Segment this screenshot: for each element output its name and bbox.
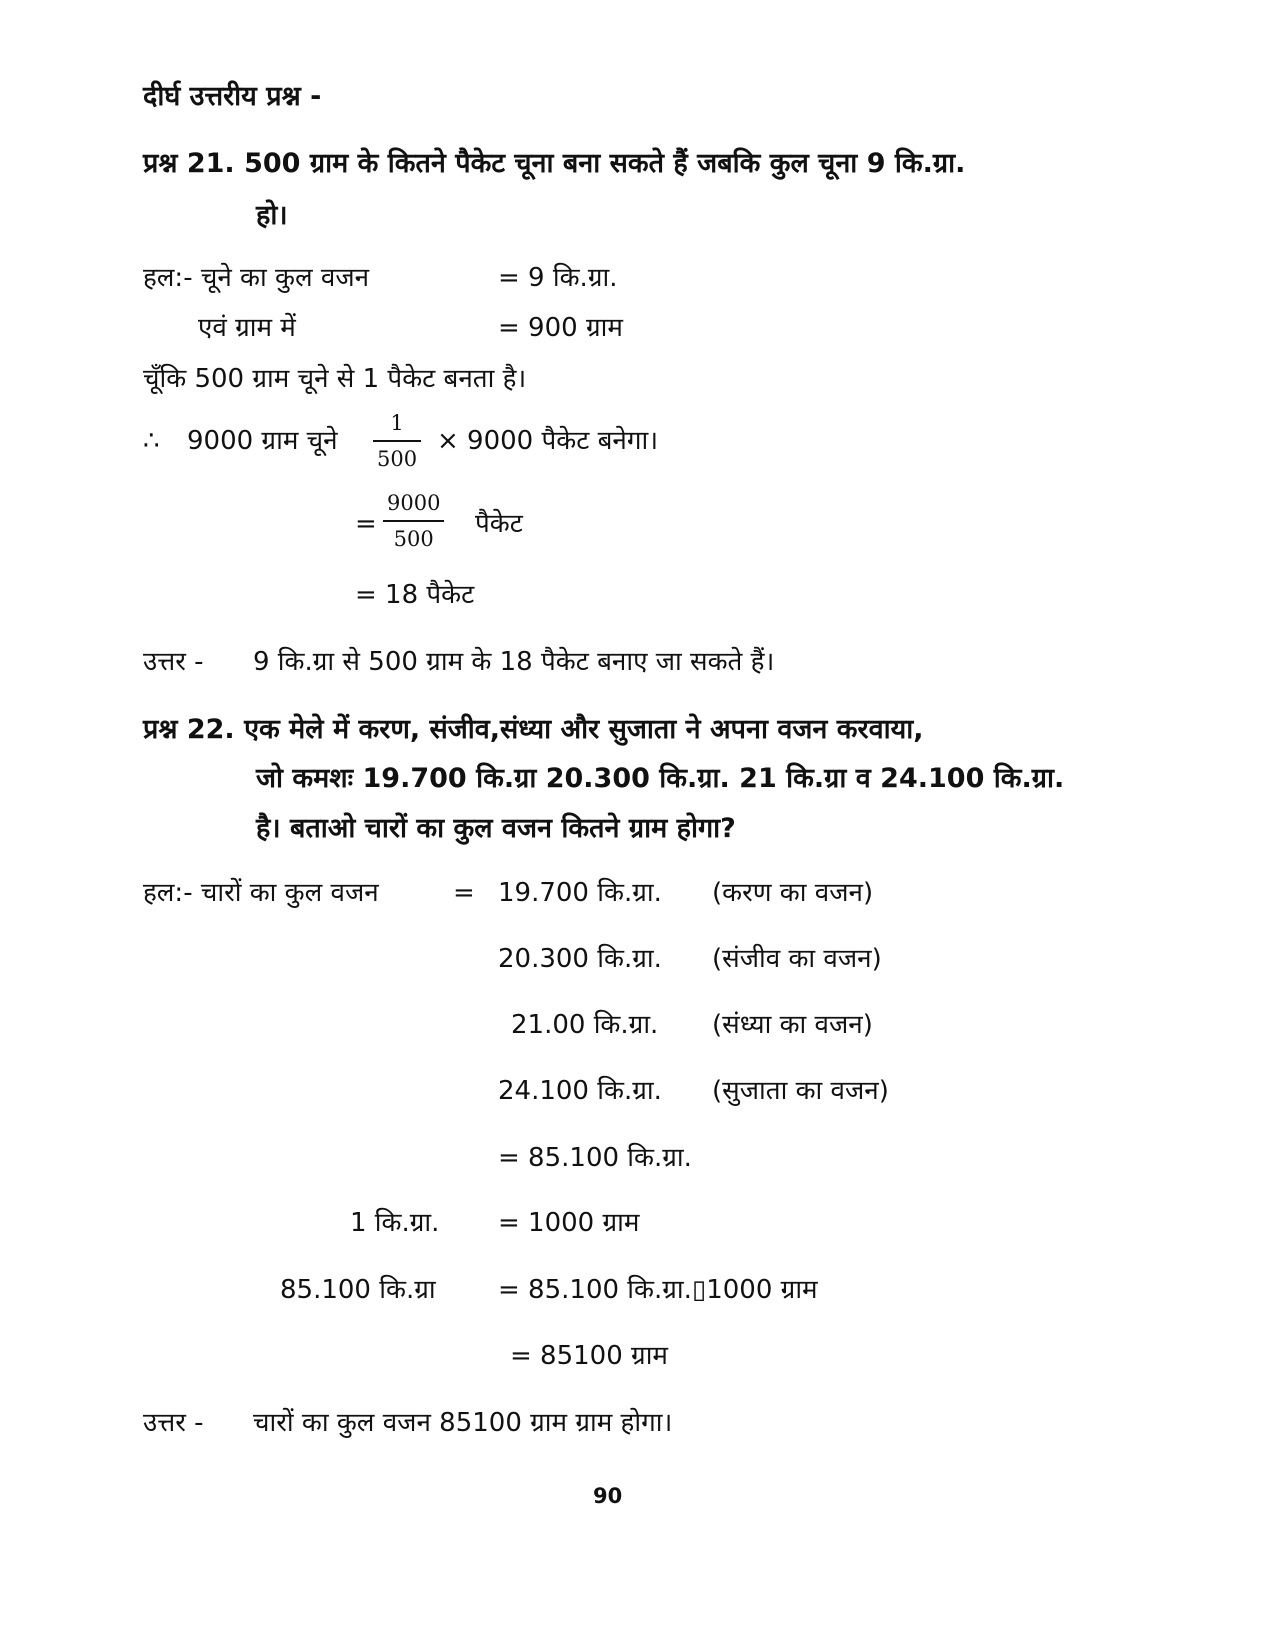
q21-eq2-sign: = <box>355 509 377 539</box>
weight-note-row-3: (संध्या का वजन) <box>712 1010 873 1040</box>
fraction-denominator: 500 <box>377 447 418 471</box>
fraction-9000-over-500 <box>383 491 444 551</box>
fraction-denominator: 500 <box>393 527 434 551</box>
fraction-numerator: 9000 <box>387 491 441 515</box>
weight-note-row-4: (सुजाता का वजन) <box>712 1076 889 1106</box>
q21-solution-value-2: = 900 ग्राम <box>498 313 623 343</box>
q21-since-line: चूँकि 500 ग्राम चूने से 1 पैकेट बनता है। <box>143 364 527 394</box>
q21-question-line2: हो। <box>256 200 288 231</box>
q22-conversion-3-value: = 85100 ग्राम <box>510 1341 668 1371</box>
q22-question-line3: है। बताओ चारों का कुल वजन कितने ग्राम होगा? <box>256 813 736 844</box>
page-number: 90 <box>593 1484 623 1508</box>
q21-answer-label: उत्तर - <box>143 647 204 677</box>
q22-question-line1: प्रश्न 22. एक मेले में करण, संजीव,संध्या और सुजाता ने अपना वजन करवाया, <box>143 714 924 745</box>
q21-solution-label-2: एवं ग्राम में <box>198 313 296 343</box>
weight-value-row-3: 21.00 कि.ग्रा. <box>511 1010 659 1040</box>
q22-question-line2: जो कमशः 19.700 कि.ग्रा 20.300 कि.ग्रा. 21 कि.ग्रा व 24.100 कि.ग्रा. <box>256 763 1065 794</box>
q22-solution-label: हल:- चारों का कुल वजन <box>143 878 379 908</box>
q22-total: = 85.100 कि.ग्रा. <box>498 1143 692 1173</box>
fraction-1-over-500 <box>373 411 421 471</box>
q22-answer-text: चारों का कुल वजन 85100 ग्राम ग्राम होगा। <box>253 1408 673 1438</box>
q21-therefore-text: 9000 ग्राम चूने <box>187 426 338 456</box>
q22-conversion-1-value: = 1000 ग्राम <box>498 1208 640 1238</box>
q21-answer-text: 9 कि.ग्रा से 500 ग्राम के 18 पैकेट बनाए जा सकते हैं। <box>253 647 775 677</box>
q22-answer-label: उत्तर - <box>143 1408 204 1438</box>
q21-therefore-tail: × 9000 पैकेट बनेगा। <box>437 426 659 456</box>
weight-note-row-1: (करण का वजन) <box>712 878 874 908</box>
weight-value-row-2: 20.300 कि.ग्रा. <box>498 944 662 974</box>
q22-conversion-2-label: 85.100 कि.ग्रा <box>280 1275 436 1305</box>
q22-solution-eq: = <box>453 878 475 908</box>
therefore-symbol: ∴ <box>143 426 160 456</box>
fraction-numerator: 1 <box>390 411 404 435</box>
weight-value-row-4: 24.100 कि.ग्रा. <box>498 1076 662 1106</box>
q21-solution-value-1: = 9 कि.ग्रा. <box>498 263 618 293</box>
q21-question-line1: प्रश्न 21. 500 ग्राम के कितने पैकेट चूना बना सकते हैं जबकि कुल चूना 9 कि.ग्रा. <box>143 148 966 179</box>
section-heading: दीर्घ उत्तरीय प्रश्न - <box>143 81 322 112</box>
q21-eq3: = 18 पैकेट <box>355 580 475 610</box>
q21-eq2-unit: पैकेट <box>475 509 523 539</box>
q22-conversion-2-value: = 85.100 कि.ग्रा.▯1000 ग्राम <box>498 1275 818 1305</box>
weight-value-row-1: 19.700 कि.ग्रा. <box>498 878 662 908</box>
q21-solution-label-1: हल:- चूने का कुल वजन <box>143 263 370 293</box>
q22-conversion-1-label: 1 कि.ग्रा. <box>350 1208 440 1238</box>
weight-note-row-2: (संजीव का वजन) <box>712 944 882 974</box>
